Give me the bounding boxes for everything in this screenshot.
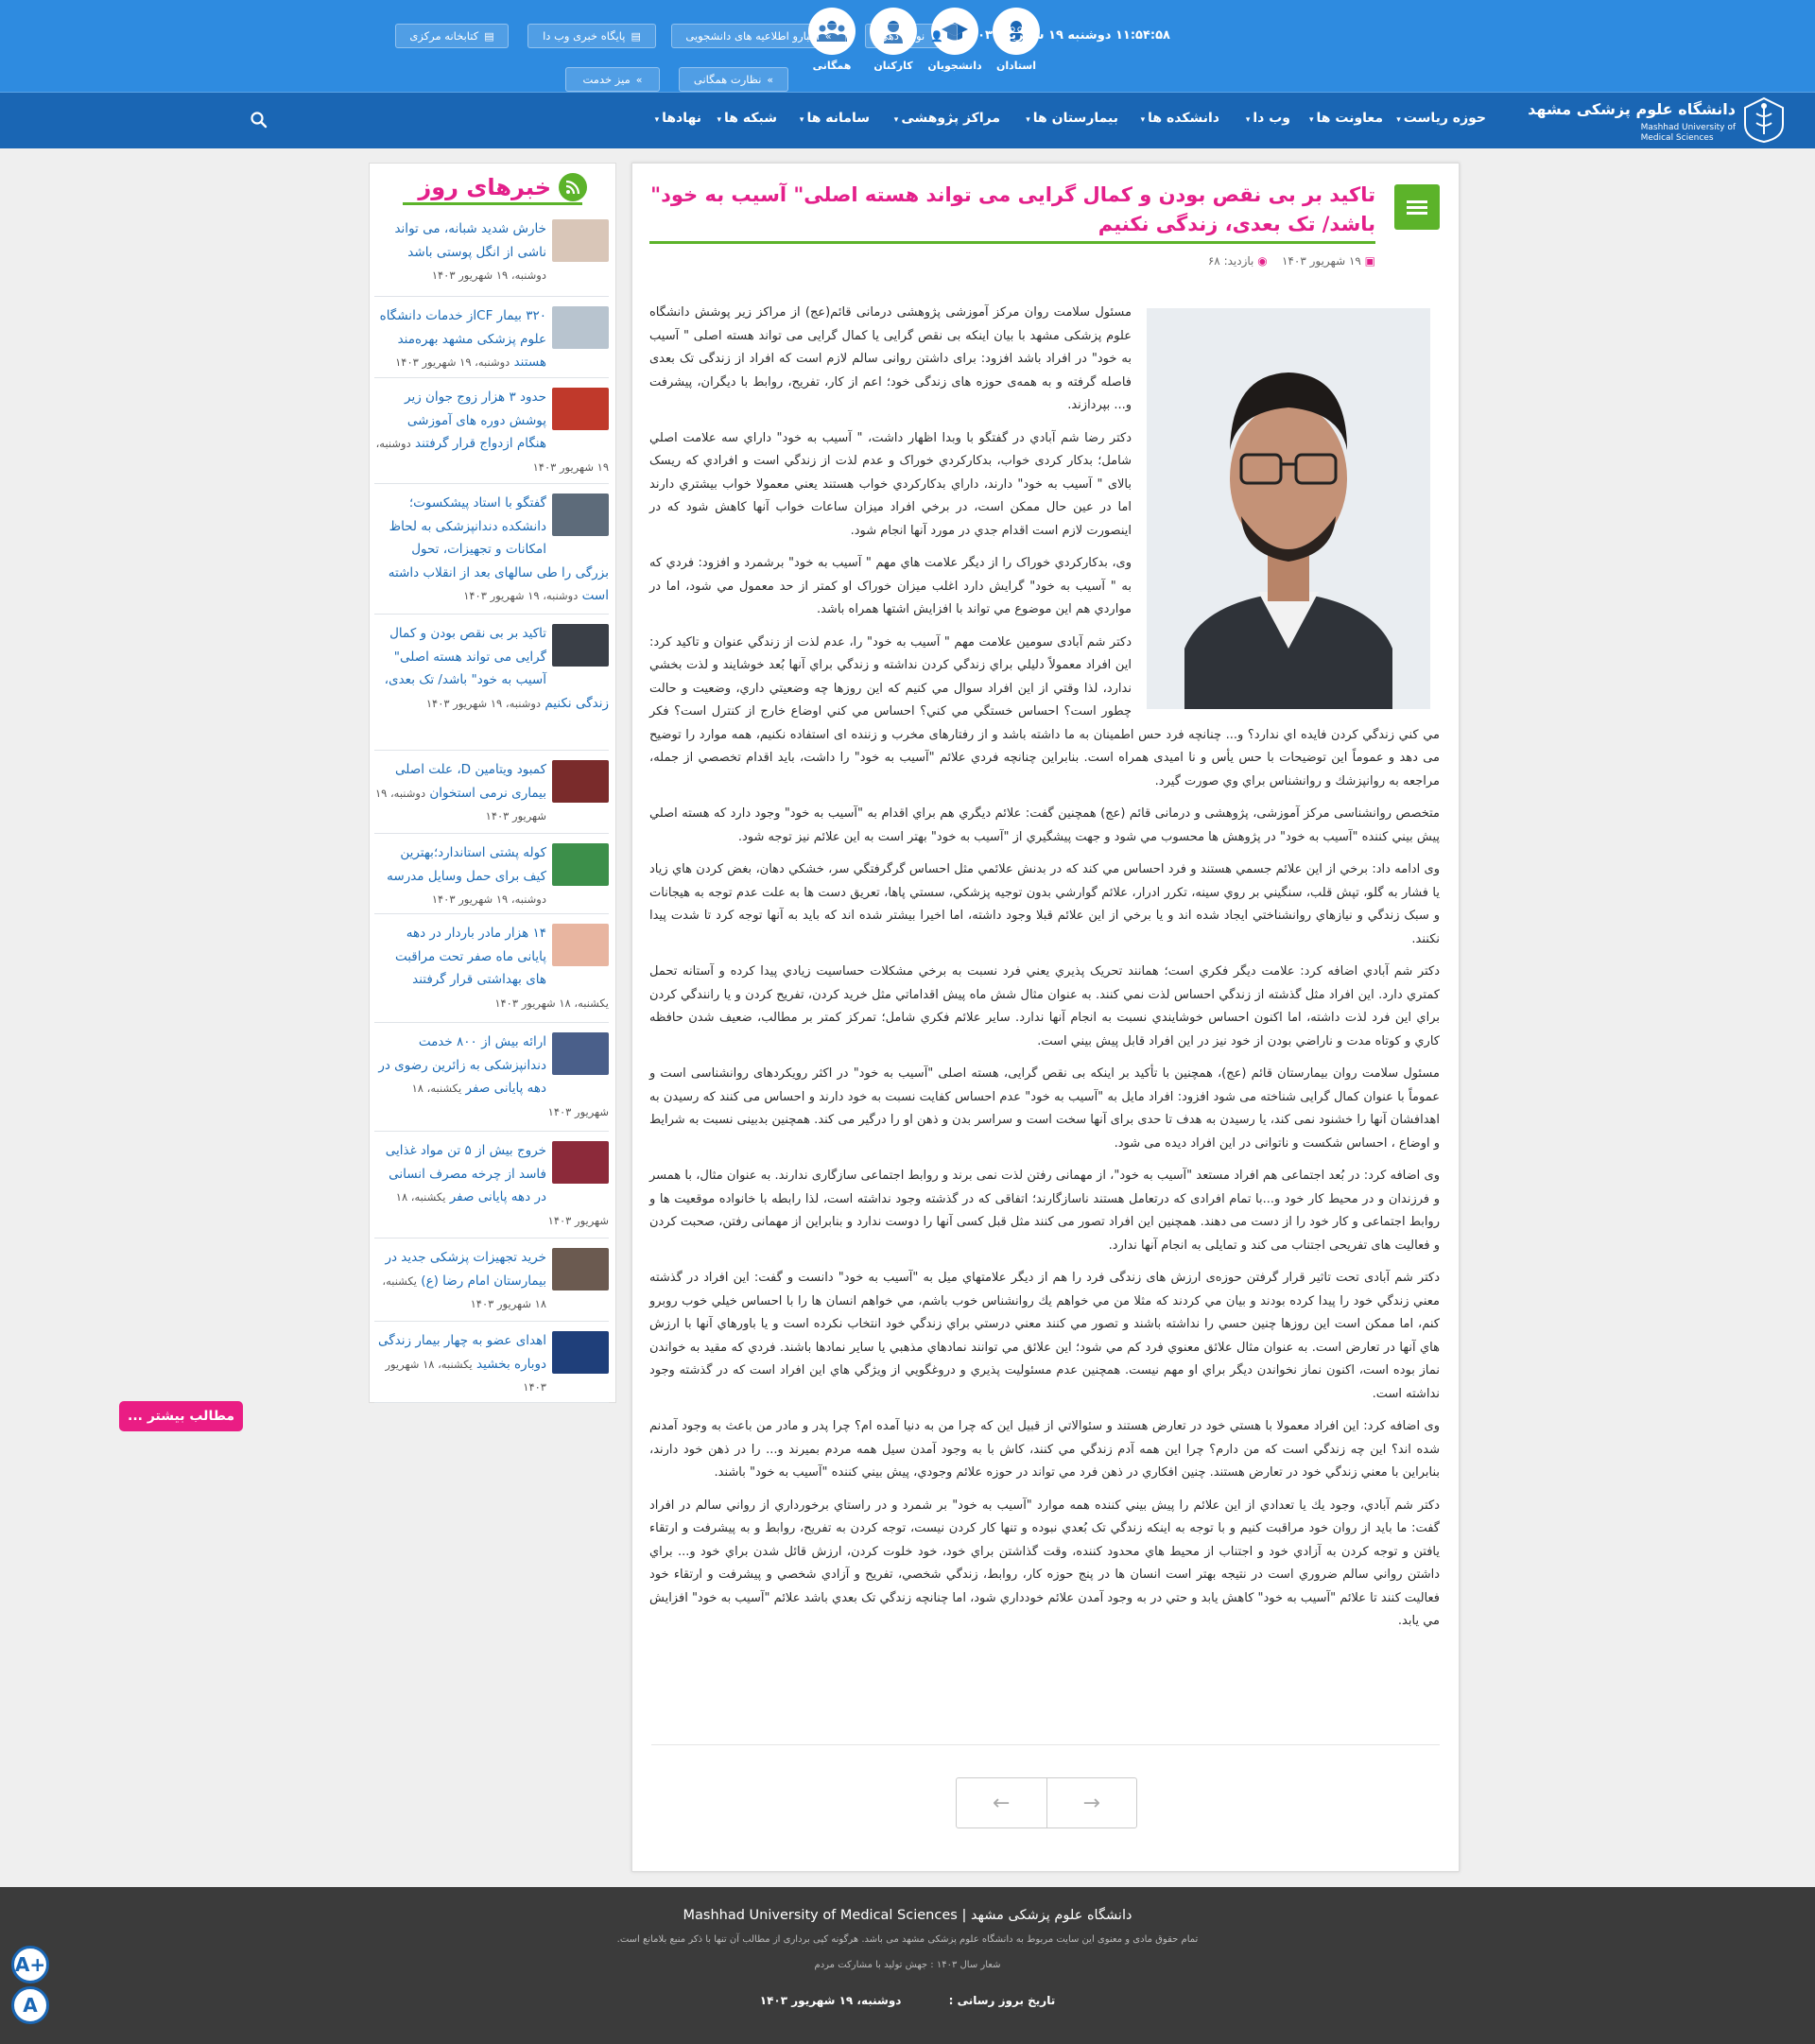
double-chevron-icon: »	[767, 73, 774, 86]
news-title[interactable]: خروج بیش از ۵ تن مواد غذایی فاسد از چرخه مصرف انسانی در دهه پایانی صفر	[385, 1143, 546, 1204]
article-photo	[1147, 308, 1430, 709]
news-title[interactable]: کمبود ویتامین D، علت اصلی بیماری نرمی استخوان	[395, 762, 546, 801]
news-date: دوشنبه، ۱۹ شهریور ۱۴۰۳	[374, 786, 546, 823]
article-pager	[956, 1777, 1137, 1828]
chevron-down-icon: ▾	[654, 115, 660, 125]
news-title[interactable]: ۳۲۰ بیمار CFاز خدمات دانشگاه علوم پزشکی مشهد بهره‌مند هستند	[379, 308, 546, 370]
rss-icon[interactable]	[559, 173, 587, 201]
quick-link-central-library[interactable]: ▤ کتابخانه مرکزی	[395, 24, 509, 48]
news-date: دوشنبه، ۱۹ شهریور ۱۴۰۳	[431, 892, 546, 906]
news-date: یکشنبه، ۱۸ شهریور ۱۴۰۳	[395, 1190, 609, 1227]
news-title[interactable]: تاکید بر بی نقص بودن و کمال گرایی می تواند هسته اصلی" آسیب به خود" باشد/ تک بعدی، زندگی نکنیم	[384, 626, 609, 711]
news-date: یکشنبه، ۱۸ شهریور ۱۴۰۳	[385, 1357, 546, 1394]
article-meta	[649, 254, 1375, 268]
footer-slogan: شعار سال ۱۴۰۳ : جهش تولید با مشارکت مردم	[814, 1960, 1001, 1970]
article-paragraph: وی اضافه کرد: در بُعد اجتماعی هم افراد مستعد "آسیب به خود"، از مهمانی رفتن لذت نمی برند و روابط اجتماعی سازگاری ندارند. به عنوان مثال، با همسر و فرزندان و در محیط کار خود و...با تمام افرادی که درتعامل هستند ناسازگارند؛ اتفاقی که در گذشته وجود نداشته است، لذا رابطه با خانواده موقعیت ها و روابط اجتماعی و کار خود را از دست می دهند. همچنین این افراد تصور می کنند مثل قبل کسی آنها را دوست ندارد و بنابراین از مهمانی رفتن، صحبت کردن و فعالیت های تفریحی اجتناب می کند و تمایلی به انجام آنها ندارد.	[649, 1169, 1440, 1253]
nav-item-faculties[interactable]: دانشکده ها▾	[1140, 111, 1219, 126]
news-list-item[interactable]	[374, 297, 609, 378]
news-title[interactable]: کوله پشتی استاندارد؛بهترین کیف برای حمل وسایل مدرسه	[387, 845, 546, 884]
article-paragraph: وی ادامه داد: برخي از اين علائم جسمي هستند و فرد احساس مي کند که در بدنش علائمي مثل احساس گرگرفتگي سر، خشکي دهان، بغض کردن هاي زياد يا فشار به گلو، تپش قلب، سنگيني بر روي سينه، تکرر ادرار، علائم گوارشي بدون توجيه پزشکي، سستي پاها، تعريق دست ها به علت عدم توجه به هيجانات و سبک زندگي و نيازهاي روانشناختي ايجاد شده اند و يا برخي از اين علائم قبلا وجود داشته، اما اخيرا بيشتر شده اند که بايد به آنها توجه کرد تا شدت پيدا نکنند.	[649, 862, 1440, 946]
university-emblem-icon	[1741, 96, 1787, 144]
news-date: یکشنبه، ۱۸ شهریور ۱۴۰۳	[382, 1273, 546, 1310]
news-date: دوشنبه، ۱۹ شهریور ۱۴۰۳	[425, 696, 542, 710]
news-list-item[interactable]	[374, 210, 609, 297]
news-list-item[interactable]	[374, 378, 609, 484]
article-date: ۱۹ شهریور ۱۴۰۳	[1281, 254, 1361, 268]
nav-item-research-centers[interactable]: مراکز پژوهشی▾	[893, 111, 1000, 126]
news-date: دوشنبه، ۱۹ شهریور ۱۴۰۳	[431, 268, 546, 282]
university-logo[interactable]: دانشگاه علوم پزشکی مشهد Mashhad University of Medical Sciences	[1645, 95, 1787, 146]
news-list-item[interactable]	[374, 615, 609, 751]
top-bar	[0, 0, 1815, 92]
calendar-icon: ▣	[1364, 254, 1375, 268]
title-underline	[649, 241, 1375, 244]
nav-item-networks[interactable]: شبکه ها▾	[717, 111, 777, 126]
news-list-item[interactable]	[374, 484, 609, 615]
news-date: دوشنبه، ۱۹ شهریور ۱۴۰۳	[395, 355, 510, 369]
news-date: دوشنبه، ۱۹ شهریور ۱۴۰۳	[375, 437, 609, 474]
double-chevron-icon: »	[824, 29, 832, 43]
font-reset-button[interactable]: A	[11, 1986, 49, 2024]
nav-item-institutions[interactable]: نهادها▾	[654, 111, 701, 126]
nav-item-presidency[interactable]: حوزه ریاست▾	[1396, 111, 1486, 126]
role-public[interactable]: همگانی	[799, 8, 865, 72]
more-news-button[interactable]: مطالب بیشتر ...	[119, 1401, 243, 1431]
document-icon: ▤	[484, 29, 494, 43]
nav-item-hospitals[interactable]: بیمارستان ها▾	[1026, 111, 1118, 126]
chevron-down-icon: ▾	[799, 115, 804, 125]
user-icon: 👤	[930, 29, 943, 43]
article-separator	[651, 1744, 1440, 1745]
news-title[interactable]: ۱۴ هزار مادر باردار در دهه پایانی ماه صفر تحت مراقبت های بهداشتی قرار گرفتند	[394, 926, 546, 987]
article-panel	[631, 163, 1460, 1872]
sidebar-title-underline	[403, 202, 582, 205]
chevron-down-icon: ▾	[1309, 115, 1314, 125]
news-list-item[interactable]	[374, 1239, 609, 1322]
chevron-down-icon: ▾	[893, 115, 899, 125]
news-list-item[interactable]	[374, 751, 609, 834]
news-title[interactable]: گفتگو با استاد پیشکسوت؛ دانشکده دندانپزشکی به لحاظ امکانات و تجهیزات، تحول بزرگی را طی سالهای بعد از انقلاب داشته است	[388, 495, 609, 603]
quick-link-appointment[interactable]: 👤 نوبت دهی	[865, 24, 958, 48]
chevron-down-icon: ▾	[1396, 115, 1401, 125]
footer-university-name: دانشگاه علوم پزشکی مشهد | Mashhad University of Medical Sciences	[683, 1908, 1132, 1923]
article-paragraph: دکتر شم آبادي، وجود يك يا تعدادي از اين علائم را پيش بيني کننده همه موارد "آسیب به خود" بر شمرد و در راستاي برخورداري از رواني سالم در افراد گفت: ما بايد از روان خود مراقبت کنيم و با توجه به اينکه زندگي تک بُعدي نبوده و تنها کار کردن نيست، توجه کردن به تفريح، روابط و به پيشرفت و ارتقاء يافتن و توجه کردن به آزادي خود و اجتناب از محيط هاي محدود کننده، وقت گذاشتن براي خود، خود خلوت کردن، ارزش قائل شدن براي خود و... براي داشتن رواني سالم ضروري است در نتيجه بهتر است انسان ها در پنج حوزه کار، روابط، زندگي شخصي، تفريح و آزادي شخصي و پيشرفت و ارتقاء خود فعاليت کنند تا علائم "آسیب به خود" کاهش يابد و حتي در به وجود آمدن علائم خودداري شود، اما چنانچه زندگي تک بعدي باشد علائم "آسیب به خود" افزايش مي يابد.	[649, 1498, 1440, 1628]
news-title[interactable]: خرید تجهیزات پزشکی جدید در بیمارستان امام رضا (ع)	[385, 1250, 546, 1289]
news-date: یکشنبه، ۱۸ شهریور ۱۴۰۳	[411, 1082, 609, 1118]
views-count: ۶۸	[1207, 254, 1220, 268]
prev-arrow-icon[interactable]: ←	[993, 1791, 1011, 1815]
article-paragraph: متخصص روانشناسی مرکز آموزشی، پژوهشی و درمانی قائم (عج) همچنين گفت: علائم ديگري هم براي اقدام به "آسیب به خود" وجود دارد که هسته اصلي پيش بيني کننده "آسیب به خود" در پژوهش ها محسوب مي شود و جهت پيشگيري از "آسیب به خود" بهتر است به اين علائم نيز توجه شود.	[649, 806, 1440, 844]
article-paragraph: مسئول سلامت روان بیمارستان قائم (عج)، همچنین با تأکید بر اینکه بی نقص گرایی، هسته اصلی "آسیب به خود" در اکثر رویکردهای روانشناسی است و عموماً با عنوان کمال گرایی شناخته می شود افزود: افراد مایل به "آسیب به خود" عدم احساس کفایت نسبت به خود دارند و احساس می کنند که رسیدن به اهدافشان آنها را خشنود نمی کند، یا رسیدن به هدف تا حدی برای آنها سخت است و سراسر بدن و ذهن او را درگیر می کند. همچنین بدبینی نسبت به شرایط و اوضاع ، احساس شکست و ناتوانی در این افراد دیده می شود.	[649, 1066, 1440, 1151]
nav-item-systems[interactable]: سامانه ها▾	[799, 111, 870, 126]
role-professors[interactable]: استادان	[983, 8, 1049, 72]
quick-link-service-desk[interactable]: » میز خدمت	[565, 67, 660, 92]
search-icon[interactable]	[250, 111, 268, 130]
news-list-item[interactable]	[374, 914, 609, 1023]
eye-icon: ◉	[1257, 254, 1268, 268]
views-label: بازدید:	[1223, 254, 1254, 268]
next-arrow-icon[interactable]: →	[1046, 1778, 1137, 1827]
article-title: تاکید بر بی نقص بودن و کمال گرایی می تواند هسته اصلی" آسیب به خود" باشد/ تک بعدی، زندگی نکنیم	[650, 183, 1375, 235]
news-title[interactable]: ارائه بیش از ۸۰۰ خدمت دندانپزشکی به زائرین رضوی در دهه پایانی صفر	[378, 1034, 546, 1096]
news-list-item[interactable]	[374, 1132, 609, 1239]
chevron-down-icon: ▾	[1245, 115, 1251, 125]
news-title[interactable]: حدود ۳ هزار زوج جوان زیر پوشش دوره های آموزشی هنگام ازدواج قرار گرفتند	[405, 390, 546, 451]
chevron-down-icon: ▾	[1140, 115, 1146, 125]
site-footer	[0, 1887, 1815, 2044]
article-list-icon	[1394, 184, 1440, 230]
sidebar-title: خبرهای روز	[418, 174, 551, 200]
article-paragraph: دکتر شم آبادی سومین علامت مهم " آسیب به خود" را، عدم لذت از زندگي عنوان و تاکید کرد: اين افراد معمولاً دليلي براي زندگي کردن نداشته و زندگي براي آنها بُعد خوشايند و لذت بخشي ندارد، لذا وقتي از اين افراد سوال مي کنيم که اين روزها چه وضعيتي داري، وضعيت و حالت چطور است؟ احساس خستگي مي کني؟ احساس مي کني اوضاع خارج از کنترل است؟ فکر مي کني زندگي کردن فايده اي ندارد؟ و... چنانچه فرد حس اطمینان به ما داشته باشد و از رفتارهای مخرب و زننده ای استفاده نکنیم، همه موارد را توضیح می دهد و عموماً این توضیحات با حس یأس و نا امیدی همراه است. بنابراين چنانچه فردي علائم "آسیب به خود" را داشت، بايد اقدام تخصصي از جمله، مراجعه به روانپزشك و روانشناس براي وي صورت گيرد.	[649, 634, 1440, 788]
article-paragraph: دکتر رضا شم آبادي در گفتگو با وبدا اظهار داشت، " آسیب به خود" داراي سه علامت اصلي شامل؛ بدکار کردی خواب، بدکارکردي خوراک و عدم لذت از زندگي است و افرادي که ریسک بالای " آسیب به خود" دارند، داراي بدکارکردي خواب هستند يعني معمولا خواب بیشتري دارند اما در عین حال ممکن است، در برخي افراد میزان ساعات خواب آنها کاهش شود که در اينصورت لازم است اقدام جدي در مورد آنها انجام شود.	[649, 430, 1132, 538]
news-title[interactable]: اهدای عضو به چهار بیمار زندگی دوباره بخشید	[378, 1333, 546, 1372]
news-date: دوشنبه، ۱۹ شهریور ۱۴۰۳	[463, 589, 579, 602]
article-paragraph: وی اضافه کرد: اين افراد معمولا با هستي خود در تعارض هستند و سئوالاتي از قبيل اين که چرا من به دنيا آمده ام؟ چرا پدر و مادر من باعث به وجود آمدنم شده اند؟ اين چه زندگي است که من دارم؟ چرا اين همه آدم زندگي مي کنند، کاش با به وجود آمدن سيل همه مردم بميرند و... را در ذهن خود دارند، بنابراين با معني زندگي خود در تعارض هستند. چنين افکاري در ذهن فرد مي تواند در حوزه علائم وجودي، پيش بيني کننده "آسیب به خود" باشند.	[649, 1419, 1440, 1480]
footer-copyright: تمام حقوق مادی و معنوی این سایت مربوط به دانشگاه علوم پزشکی مشهد می باشد. هرگونه کپی برداری از مطالب آن تنها با ذکر منبع بلامانع است.	[616, 1934, 1199, 1945]
sidebar-header	[418, 173, 587, 201]
quick-link-webda-news[interactable]: ▤ پایگاه خبری وب دا	[527, 24, 656, 48]
footer-update-date: تاریخ بروز رسانی : دوشنبه، ۱۹ شهریور ۱۴۰۳	[759, 1994, 1056, 2007]
article-paragraph: دکتر شم آبادي اضافه کرد: علامت ديگر فکري است؛ همانند تحريک پذيري يعني فرد نسبت به برخي مشکلات حساسيت زيادي پيدا کرده و آستانه تحمل کمتري دارد. اين افراد مثل گذشته از زندگي احساس لذت نمي کنند. به عنوان مثال شش ماه پيش اقداماتي مثل خريد کردن، تفريح کردن و يا رانندگي کردن براي اين فرد لذت داشته، اما اکنون احساس خوشايندي نسبت به انجام آنها ندارد. ساير علائم فکري شامل؛ تمرکز کمتر بر مطالب، ضعيف شدن حافظه کاري و کوتاه مدت و ناراضي بودن از خود نيز در اين افراد قابل پيش بيني است.	[649, 964, 1440, 1048]
chevron-down-icon: ▾	[717, 115, 722, 125]
font-increase-button[interactable]: A+	[11, 1946, 49, 1983]
double-chevron-icon: »	[635, 73, 643, 86]
news-list-item[interactable]	[374, 1023, 609, 1132]
role-staff[interactable]: کارکنان	[860, 8, 926, 72]
nav-item-webda[interactable]: وب دا▾	[1245, 111, 1290, 126]
article-paragraph: دکتر شم آبادی تحت تاثیر قرار گرفتن حوزه‌ی ارزش های زندگی فرد را هم از ديگر علامتهاي ميل به "آسیب به خود" دانست و گفت: اين افراد در گذشته معني زندگي خود را پيدا کرده بودند و بيان مي کردند که مثلا من مي خواهم يك روانشناس خوب باشم، مي خواهم انسان ها را با احساس خيلي خوب روبرو کنم، اما ممکن است اين روزها چنين حسي را نداشته باشند و تصور مي کنند معني درستي براي زندگي خود انتخاب نکرده است و يا باورهاي آنها با ارزش هاي آنها در تعارض است. به عنوان مثال علائق معنوي فرد کم مي شود؛ اين علائق مي توانند نمادهاي مذهبي يا ساير نمادها باشند. فردي که مقيد به خواندن نماز بوده است، اکنون نماز نخواندن ديگر براي او مهم نيست. همچنين عدم مسئوليت پذيري و دروغگويي از ويژگي هاي اين افراد است که در گذشته وجود نداشته است.	[649, 1271, 1440, 1401]
nav-item-deputies[interactable]: معاونت ها▾	[1309, 111, 1383, 126]
article-paragraph: وی، بدکارکردي خوراک را از دیگر علامت هاي مهم " آسیب به خود" برشمرد و افزود: فردي که به " آسیب به خود" گرايش دارد اغلب میزان خوراک او کمتر از حد معمول مي شود، اما در مواردي هم اين موضوع مي تواند با افزايش اشتها همراه باشد.	[649, 556, 1132, 616]
news-title[interactable]: خارش شدید شبانه، می تواند ناشی از انگل پوستی باشد	[394, 221, 546, 260]
news-list-item[interactable]	[374, 834, 609, 914]
chevron-down-icon: ▾	[1026, 115, 1030, 125]
role-students[interactable]: دانشجویان	[922, 8, 988, 72]
current-datetime: ۱۱:۵۴:۵۸ دوشنبه ۱۹ شهریور ۱۴۰۳	[962, 28, 1170, 43]
news-date: یکشنبه، ۱۸ شهریور ۱۴۰۳	[494, 996, 609, 1010]
quick-link-public-oversight[interactable]: » نظارت همگانی	[679, 67, 788, 92]
document-icon: ▤	[631, 29, 641, 43]
news-list-item[interactable]	[374, 1322, 609, 1403]
article-paragraph: مسئول سلامت روان مرکز آموزشی پژوهشی درمانی قائم(عج) از مراکز زیر پوشش دانشگاه علوم پزشکی مشهد با بیان اینکه بی نقص گرایی یا کمال گرایی می تواند هسته اصلی " آسیب به خود" در افراد باشد افزود: برای داشتن روانی سالم لازم است که افراد از زندگی تک بعدی فاصله گرفته و به همه‌ی حوزه های زندگی خود؛ اعم از کار، تفریح، روابط با دیگران، پیشرفت و... بپردازند.	[649, 305, 1132, 412]
quick-link-student-news[interactable]: » اخبارو اطلاعیه های دانشجویی	[671, 24, 846, 48]
